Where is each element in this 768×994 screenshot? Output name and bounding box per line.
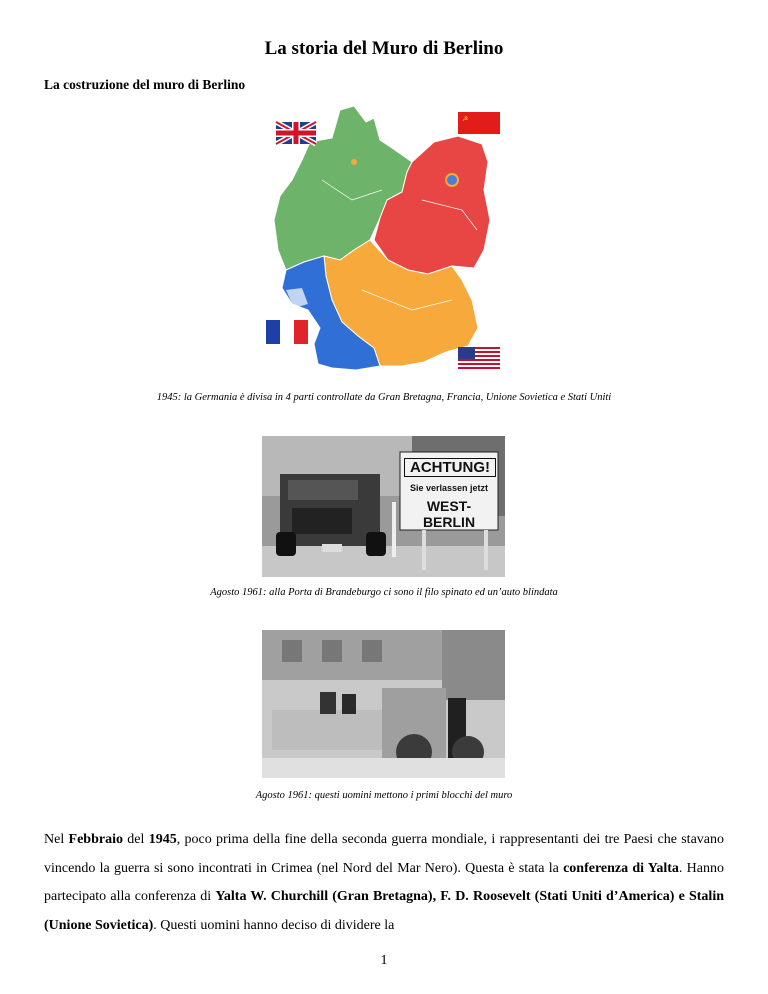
berlin-marker — [446, 174, 458, 186]
wall-construction-photo — [262, 630, 505, 778]
france-flag-icon — [266, 320, 308, 344]
germany-occupation-map — [262, 100, 506, 375]
ussr-flag-icon — [458, 112, 500, 134]
svg-text:☭: ☭ — [462, 115, 469, 123]
sign-west-berlin-text: WEST-BERLIN — [422, 498, 476, 530]
usa-flag-icon — [458, 347, 500, 369]
checkpoint-photo — [262, 436, 505, 577]
body-paragraph: Nel Febbraio del 1945, poco prima della fine della seconda guerra mondiale, i rappresentanti dei tre Paesi che stavano vincendo la guerra si sono incontrati in Crimea (nel Nord del Mar Nero). Questa è stata la conferenza di Yalta. Hanno partecipato alla conferenza di Yalta W. Churchill (Gran Bretagna), F. D. Roosevelt (Stati Uniti d’America) e Stalin (Unione Sovietica). Questi uomini hanno deciso di dividere la — [44, 832, 725, 933]
figure-3-caption: Agosto 1961: questi uomini mettono i primi blocchi del muro — [255, 790, 513, 801]
uk-flag-icon — [276, 122, 316, 144]
page-title: La storia del Muro di Berlino — [264, 38, 504, 59]
figure-1-caption: 1945: la Germania è divisa in 4 parti controllate da Gran Bretagna, Francia, Unione Sovietica e Stati Uniti — [156, 392, 612, 403]
sign-subtext: Sie verlassen jetzt — [409, 483, 489, 493]
figure-2-caption: Agosto 1961: alla Porta di Brandeburgo ci sono il filo spinato ed un’auto blindata — [210, 587, 558, 598]
page-number: 1 — [380, 953, 388, 968]
bremen-marker — [351, 159, 357, 165]
sign-achtung-text: ACHTUNG! — [404, 458, 496, 477]
section-heading: La costruzione del muro di Berlino — [44, 77, 246, 92]
